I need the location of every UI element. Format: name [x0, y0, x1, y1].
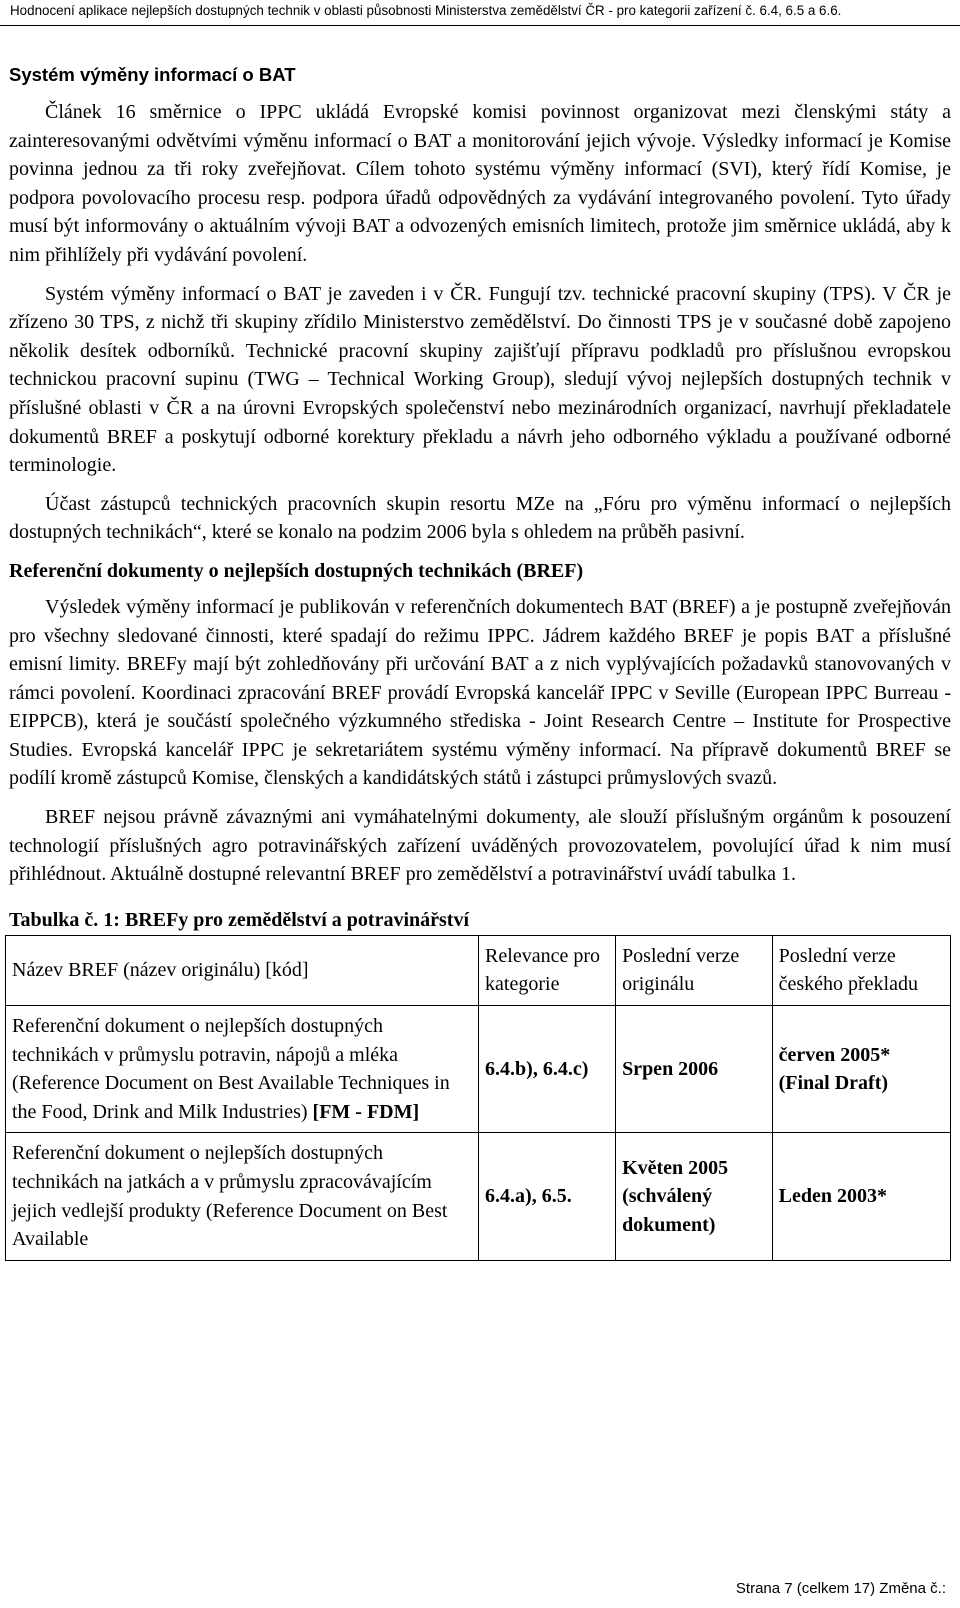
column-header-name: Název BREF (název originálu) [kód]: [6, 935, 479, 1005]
table-row: [6, 1006, 951, 1133]
cell-name: [6, 1006, 479, 1133]
cell-original: Srpen 2006: [616, 1006, 773, 1133]
section-heading: Systém výměny informací o BAT: [9, 64, 296, 85]
cell-name-text: Referenční dokument o nejlepších dostupných technikách na jatkách a v průmyslu zpracovávajícím jejich vedlejší produkty (Reference Document on Best Available: [12, 1142, 448, 1251]
running-header-title: Hodnocení aplikace nejlepších dostupných technik v oblasti působnosti Ministerstva zemědělství ČR - pro kategorii zařízení č. 6.4, 6.5 a 6.6.: [10, 3, 842, 18]
cell-czech: Leden 2003*: [772, 1133, 950, 1260]
cell-name-text: Referenční dokument o nejlepších dostupných technikách v průmyslu potravin, nápojů a mléka (Reference Document on Best Available Techniques in the Food, Drink and Milk Industries): [12, 1015, 450, 1123]
cell-relevance: 6.4.b), 6.4.c): [479, 1006, 616, 1133]
paragraph: Účast zástupců technických pracovních skupin resortu MZe na „Fóru pro výměnu informací o nejlepších dostupných technikách“, které se konalo na podzim 2006 byla s ohledem na průběh pasivní.: [9, 492, 951, 544]
page-footer: Strana 7 (celkem 17) Změna č.:: [735, 1580, 946, 1597]
table-header-row: [6, 935, 951, 1005]
bref-table: [5, 935, 951, 1261]
document-body: [9, 62, 951, 1261]
cell-czech: červen 2005* (Final Draft): [772, 1006, 950, 1133]
paragraph: Článek 16 směrnice o IPPC ukládá Evropské komisi povinnost organizovat mezi členskými státy a zainteresovanými odvětvími výměnu informací o BAT a monitorování jejich vývoje. Výsledky informací je Komise povinna jednou za tři roky zveřejňovat. Cílem tohoto systému výměny informací (SVI), který řídí Komise, je podpora povolovacího procesu resp. podpora úřadů odpovědných za vydávání integrovaného povolení. Tyto úřady musí být informovány o aktuálním vývoji BAT a odvozených emisních limitech, protože jim směrnice ukládá, aby k nim přihlížely při vydávání povolení.: [9, 101, 951, 266]
cell-name: [6, 1133, 479, 1260]
column-header-relevance: Relevance pro kategorie: [479, 935, 616, 1005]
cell-code: [FM - FDM]: [312, 1100, 420, 1123]
column-header-original: Poslední verze originálu: [616, 935, 773, 1005]
column-header-czech: Poslední verze českého překladu: [772, 935, 950, 1005]
paragraph: BREF nejsou právně závaznými ani vymáhatelnými dokumenty, ale slouží příslušným orgánům k posouzení technologií příslušných agro potravinářských zařízení uváděných provozovatelem, povolující úřad k nim musí přihlédnout. Aktuálně dostupné relevantní BREF pro zemědělství a potravinářství uvádí tabulka 1.: [9, 806, 951, 886]
cell-relevance: 6.4.a), 6.5.: [479, 1133, 616, 1260]
running-header: [0, 0, 960, 26]
cell-original: Květen 2005 (schválený dokument): [616, 1133, 773, 1260]
table-caption: Tabulka č. 1: BREFy pro zemědělství a potravinářství: [9, 908, 470, 931]
paragraph: Systém výměny informací o BAT je zaveden i v ČR. Fungují tzv. technické pracovní skupiny (TPS). V ČR je zřízeno 30 TPS, z nichž tři skupiny zřídilo Ministerstvo zemědělství. Do činnosti TPS je v současné době zapojeno několik desítek odborníků. Technické pracovní skupiny zajišťují přípravu podkladů pro příslušnou evropskou technickou pracovní supinu (TWG – Technical Working Group), sledují vývoj nejlepších dostupných technik v příslušné oblasti v ČR a na úrovni Evropských společenství nebo mezinárodních organizací, navrhují překladatele dokumentů BREF a poskytují odborné korektury překladu a návrh jeho odborného výkladu a používané odborné terminologie.: [9, 282, 951, 477]
bref-heading: Referenční dokumenty o nejlepších dostupných technikách (BREF): [9, 559, 584, 582]
table-row: [6, 1133, 951, 1260]
paragraph: Výsledek výměny informací je publikován v referenčních dokumentech BAT (BREF) a je postupně zveřejňován pro všechny sledované činnosti, které spadají do režimu IPPC. Jádrem každého BREF je popis BAT a příslušné emisní limity. BREFy mají být zohledňovány při určování BAT a z nich vyplývajících požadavků stanovovaných v rámci povolení. Koordinaci zpracování BREF provádí Evropská kancelář IPPC v Seville (European IPPC Burreau - EIPPCB), která je součástí společného výzkumného střediska - Joint Research Centre – Institute for Prospective Studies. Evropská kancelář IPPC je sekretariátem systému výměny informací. Na přípravě dokumentů BREF se podílí kromě zástupců Komise, členských a kandidátských států i zástupci průmyslových svazů.: [9, 595, 951, 790]
